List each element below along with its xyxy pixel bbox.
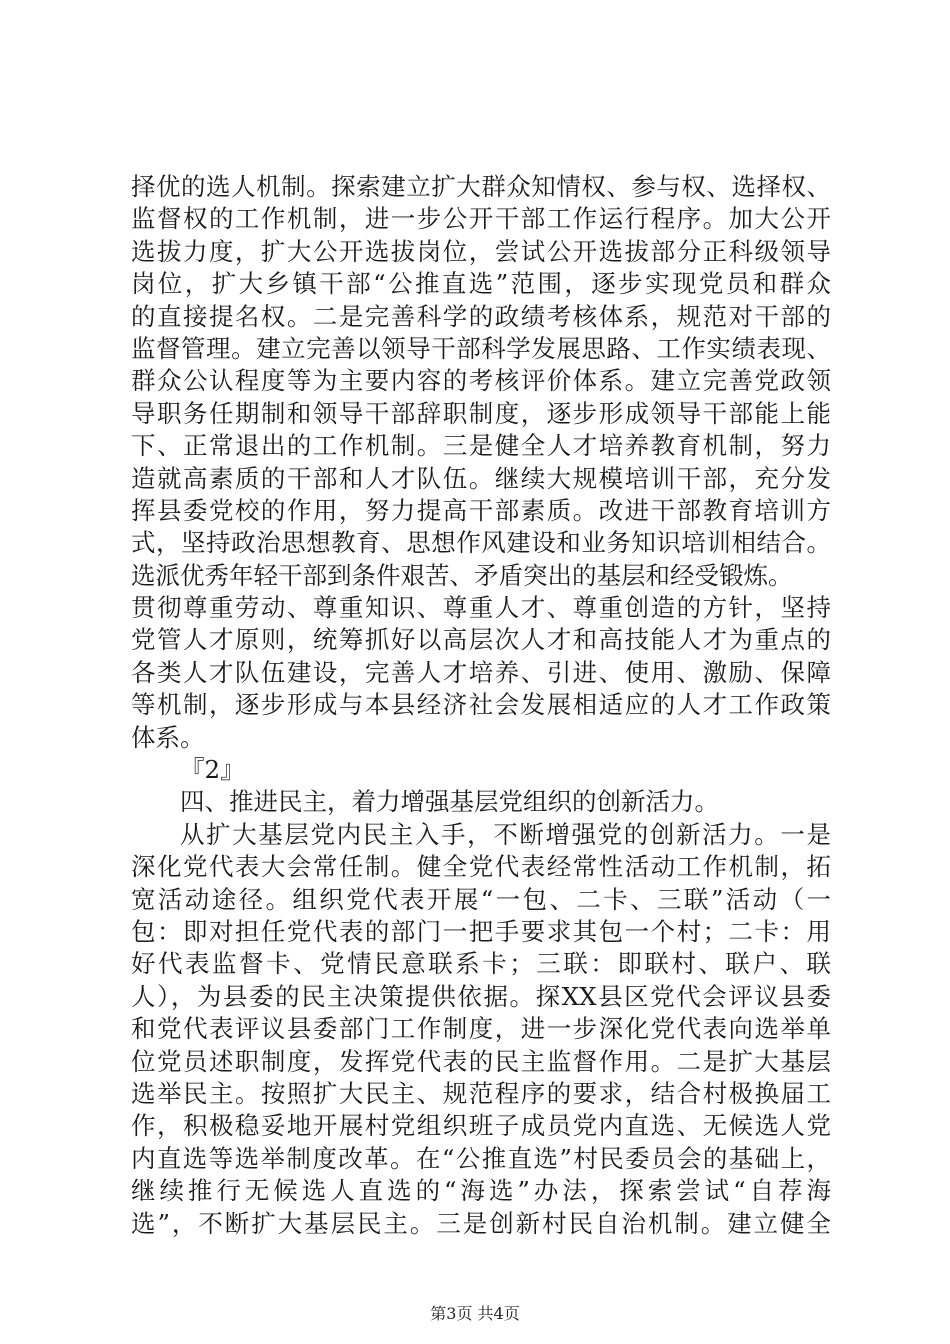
page-footer: 第3页 共4页 bbox=[430, 1304, 520, 1323]
text-line: 从扩大基层党内民主入手，不断增强党的创新活力。一是 bbox=[180, 819, 831, 849]
text-line: 选拔力度，扩大公开选拔岗位，尝试公开选拔部分正科级领导 bbox=[131, 236, 831, 266]
text-line: 导职务任期制和领导干部辞职制度，逐步形成领导干部能上能 bbox=[131, 398, 831, 428]
text-line: 贯彻尊重劳动、尊重知识、尊重人才、尊重创造的方针，坚持 bbox=[131, 593, 831, 623]
text-line: 党管人才原则，统筹抓好以高层次人才和高技能人才为重点的 bbox=[131, 625, 831, 655]
text-line: 体系。 bbox=[131, 722, 205, 752]
text-line: 下、正常退出的工作机制。三是健全人才培养教育机制，努力 bbox=[131, 431, 831, 461]
text-line: 选举民主。按照扩大民主、规范程序的要求，结合村极换届工 bbox=[131, 1078, 831, 1108]
text-line: 等机制，逐步形成与本县经济社会发展相适应的人才工作政策 bbox=[131, 690, 831, 720]
section-heading: 四、推进民主，着力增强基层党组织的创新活力。 bbox=[180, 787, 719, 817]
text-line: 和党代表评议县委部门工作制度，进一步深化党代表向选举单 bbox=[131, 1014, 831, 1044]
paragraph-2 bbox=[131, 819, 831, 1240]
text-line: 挥县委党校的作用，努力提高干部素质。改进干部教育培训方 bbox=[131, 495, 831, 525]
text-line: 内直选等选举制度改革。在“公推直选”村民委员会的基础上， bbox=[131, 1143, 831, 1173]
text-line: 好代表监督卡、党情民意联系卡；三联：即联村、联户、联 bbox=[131, 949, 831, 979]
text-line: 群众公认程度等为主要内容的考核评价体系。建立完善党政领 bbox=[131, 366, 831, 396]
text-line: 位党员述职制度，发挥党代表的民主监督作用。二是扩大基层 bbox=[131, 1046, 831, 1076]
text-line: 岗位，扩大乡镇干部“公推直选”范围，逐步实现党员和群众 bbox=[131, 269, 831, 299]
text-line: 各类人才队伍建设，完善人才培养、引进、使用、激励、保障 bbox=[131, 657, 831, 687]
text-line: 造就高素质的干部和人才队伍。继续大规模培训干部，充分发 bbox=[131, 463, 831, 493]
text-line: 宽活动途径。组织党代表开展“一包、二卡、三联”活动（一 bbox=[131, 884, 831, 914]
paragraph-1 bbox=[131, 171, 831, 754]
text-line: 监督管理。建立完善以领导干部科学发展思路、工作实绩表现、 bbox=[131, 333, 831, 363]
text-line: 式，坚持政治思想教育、思想作风建设和业务知识培训相结合。 bbox=[131, 528, 831, 558]
text-line: 包：即对担任党代表的部门一把手要求其包一个村；二卡：用 bbox=[131, 916, 831, 946]
text-line: 继续推行无候选人直选的“海选”办法，探索尝试“自荐海 bbox=[131, 1176, 831, 1206]
text-line: 人），为县委的民主决策提供依据。探XX县区党代会评议县委 bbox=[131, 981, 831, 1011]
text-line: 选”，不断扩大基层民主。三是创新村民自治机制。建立健全 bbox=[131, 1208, 831, 1238]
text-line: 的直接提名权。二是完善科学的政绩考核体系，规范对干部的 bbox=[131, 301, 831, 331]
document-body bbox=[131, 171, 831, 1240]
text-line: 择优的选人机制。探索建立扩大群众知情权、参与权、选择权、 bbox=[131, 172, 831, 201]
section-marker: 『2』 bbox=[180, 755, 245, 785]
text-line: 深化党代表大会常任制。健全党代表经常性活动工作机制，拓 bbox=[131, 852, 831, 882]
text-line: 监督权的工作机制，进一步公开干部工作运行程序。加大公开 bbox=[131, 204, 831, 234]
text-line: 选派优秀年轻干部到条件艰苦、矛盾突出的基层和经受锻炼。 bbox=[131, 560, 793, 590]
text-line: 作，积极稳妥地开展村党组织班子成员党内直选、无候选人党 bbox=[131, 1111, 831, 1141]
